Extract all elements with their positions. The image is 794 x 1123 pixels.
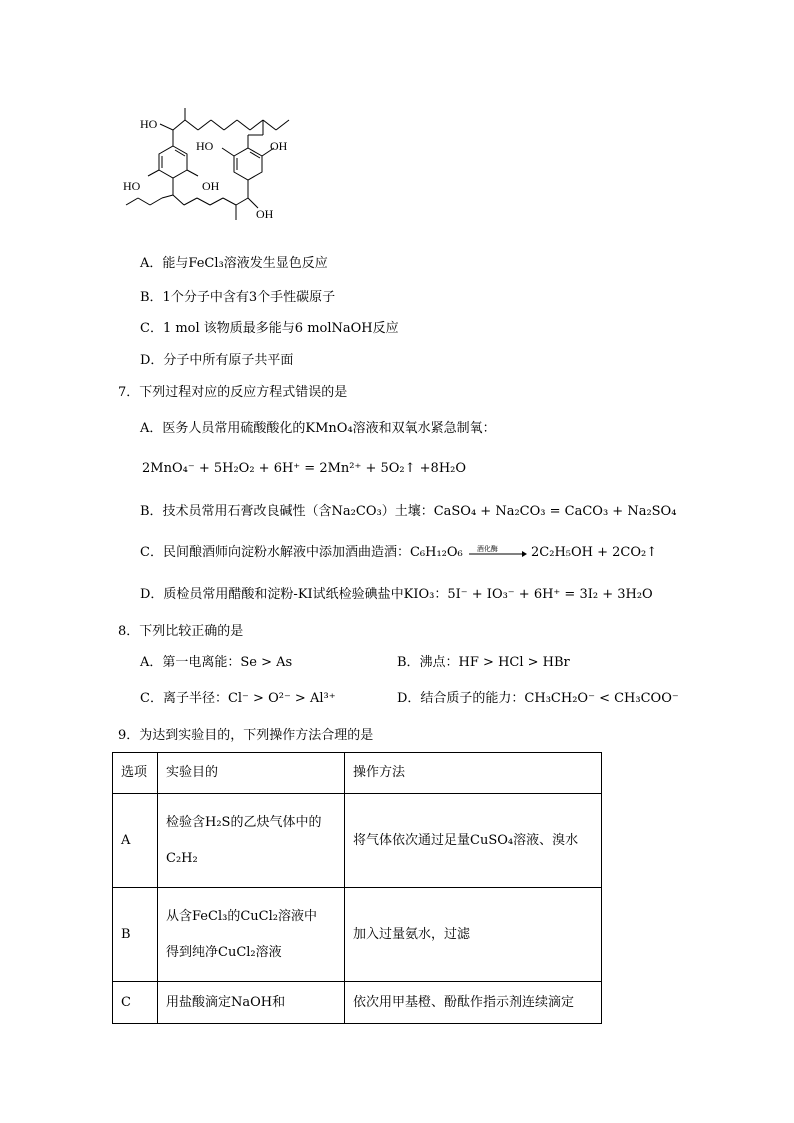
q9-stem: 9．为达到实验目的，下列操作方法合理的是 <box>118 728 374 743</box>
reaction-arrow <box>467 546 527 560</box>
q8-option-d: D．结合质子的能力：CH₃CH₂O⁻ < CH₃COO⁻ <box>397 691 679 706</box>
table-row <box>113 794 602 888</box>
arrow-catalyst-label: 酒化酶 <box>476 544 498 553</box>
header-option: 选项 <box>113 753 158 794</box>
q7-option-c-product: 2C₂H₅OH + 2CO₂↑ <box>531 545 658 560</box>
q7-option-a-text: A．医务人员常用硫酸酸化的KMnO₄溶液和双氧水紧急制氧： <box>140 421 496 436</box>
oh-label-mid-right: OH <box>270 139 288 153</box>
table-header-row <box>113 753 602 794</box>
molecule-structure <box>118 100 418 240</box>
q7-option-c <box>140 544 657 562</box>
row-a-method: 将气体依次通过足量CuSO₄溶液、溴水 <box>345 794 602 888</box>
row-b-goal <box>158 888 345 982</box>
row-b-goal-line2: 得到纯净CuCl₂溶液 <box>166 944 282 960</box>
row-b-goal-line1: 从含FeCl₃的CuCl₂溶液中 <box>166 908 317 924</box>
q8-option-a: A．第一电离能：Se > As <box>140 655 293 670</box>
q8-stem: 8．下列比较正确的是 <box>118 624 244 639</box>
q8-option-c: C．离子半径：Cl⁻ > O²⁻ > Al³⁺ <box>140 691 336 706</box>
row-a-goal-line1: 检验含H₂S的乙炔气体中的 <box>166 814 322 830</box>
q6-option-a: A．能与FeCl₃溶液发生显色反应 <box>140 256 328 271</box>
ho-label-low-left: HO <box>123 179 141 193</box>
q7-option-b: B．技术员常用石膏改良碱性（含Na₂CO₃）土壤：CaSO₄ + Na₂CO₃ = CaCO₃ + Na₂SO₄ <box>140 504 677 519</box>
row-a-goal <box>158 794 345 888</box>
header-method: 操作方法 <box>345 753 602 794</box>
q7-stem: 7．下列过程对应的反应方程式错误的是 <box>118 385 348 400</box>
q7-option-d: D．质检员常用醋酸和淀粉-KI试纸检验碘盐中KIO₃：5I⁻ + IO₃⁻ + 6H⁺ = 3I₂ + 3H₂O <box>140 587 653 602</box>
row-a-option: A <box>113 794 158 888</box>
q6-option-d: D．分子中所有原子共平面 <box>140 353 294 368</box>
q8-option-b: B．沸点：HF > HCl > HBr <box>397 655 570 670</box>
oh-label-bottom: OH <box>256 207 274 221</box>
row-b-option: B <box>113 888 158 982</box>
table-row <box>113 888 602 982</box>
row-b-method: 加入过量氨水，过滤 <box>345 888 602 982</box>
q9-table <box>112 752 602 1024</box>
row-c-option: C <box>113 982 158 1024</box>
row-a-goal-line2: C₂H₂ <box>166 850 198 866</box>
table-row <box>113 982 602 1024</box>
row-c-goal: 用盐酸滴定NaOH和 <box>158 982 345 1024</box>
ho-label-mid-left: HO <box>196 139 214 153</box>
q6-option-c: C．1 mol 该物质最多能与6 molNaOH反应 <box>140 321 399 336</box>
row-c-method: 依次用甲基橙、酚酞作指示剂连续滴定 <box>345 982 602 1024</box>
q7-option-c-text: C．民间酿酒师向淀粉水解液中添加酒曲造酒：C₆H₁₂O₆ <box>140 545 463 560</box>
oh-label-low-mid: OH <box>202 179 220 193</box>
q7-option-a-equation: 2MnO₄⁻ + 5H₂O₂ + 6H⁺ = 2Mn²⁺ + 5O₂↑ +8H₂O <box>142 461 467 476</box>
ho-label-top: HO <box>140 117 158 131</box>
q6-option-b: B．1个分子中含有3个手性碳原子 <box>140 290 336 305</box>
header-goal: 实验目的 <box>158 753 345 794</box>
